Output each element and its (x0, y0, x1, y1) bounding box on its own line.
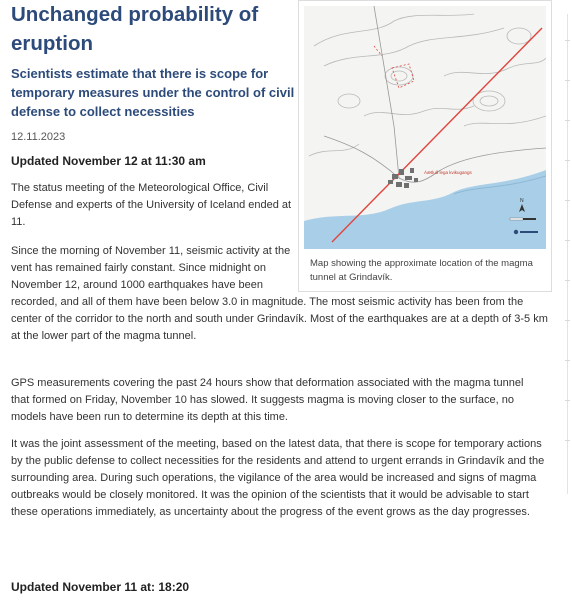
svg-text:N: N (520, 198, 524, 204)
sidebar-divider (567, 14, 568, 494)
sidebar-tick (565, 280, 570, 281)
sidebar-tick (565, 320, 570, 321)
sidebar-tick (565, 240, 570, 241)
paragraph-gps: GPS measurements covering the past 24 hours show that deformation associated with the magma tunnel that formed on Friday, November 10 has slowed. It suggests magma is moving closer to the surface, no models have been run to determine its depth at this time. (11, 377, 524, 423)
paragraph-joint-assessment: It was the joint assessment of the meeting, based on the latest data, that there is scope for temporary actions by the public defense to collect necessities for the residents and attend to urgent errands in Grindavík and the surrounding area. During such operations, the vigilance of the area would be increased and signs of magma outbreaks would be closely monitored. It was the opinion of the scientists that it would be advisable to start these operations immediately, as uncertainty about the progress of the event grows as the day progresses. (11, 438, 545, 518)
update-heading-2: Updated November 11 at: 18:20 (11, 580, 190, 594)
sidebar-tick (565, 400, 570, 401)
sidebar-tick (565, 200, 570, 201)
sidebar-tick (565, 40, 570, 41)
sidebar-tick (565, 160, 570, 161)
paragraph-seismic-activity-text: Since the morning of November 11, seismic activity at the vent has remained fairly constant. Since midnight on November 12, around 1000 earthquakes have been recorded, and all of them have been below 3.0 in magnitude. The most seismic activity has been from the center of the corridor to the north and south under Grindavík. Most of the earthquakes are at a depth of 3-5 km at the lower part of the magma tunnel. (11, 245, 548, 342)
article-date: 12.11.2023 (11, 131, 66, 143)
paragraph-status-meeting: The status meeting of the Meteorological Office, Civil Defense and experts of the University of Iceland ended at 11. (11, 182, 292, 228)
sidebar-tick (565, 360, 570, 361)
sidebar-edge (563, 0, 572, 600)
sidebar-tick (565, 80, 570, 81)
sidebar-tick (565, 120, 570, 121)
map-caption: Map showing the approximate location of the magma tunnel at Grindavík. (310, 258, 533, 283)
article-subtitle: Scientists estimate that there is scope for temporary measures under the control of civil defense to collect necessities (11, 66, 295, 119)
map-figure (298, 0, 552, 292)
magma-tunnel-map[interactable] (304, 6, 546, 249)
map-tunnel-label: Áætluð lega kvikugangs (424, 170, 472, 175)
update-heading: Updated November 12 at 11:30 am (11, 154, 206, 168)
sidebar-tick (565, 440, 570, 441)
article-title: Unchanged probability of eruption (11, 3, 259, 55)
map-scale-bar (510, 218, 536, 220)
